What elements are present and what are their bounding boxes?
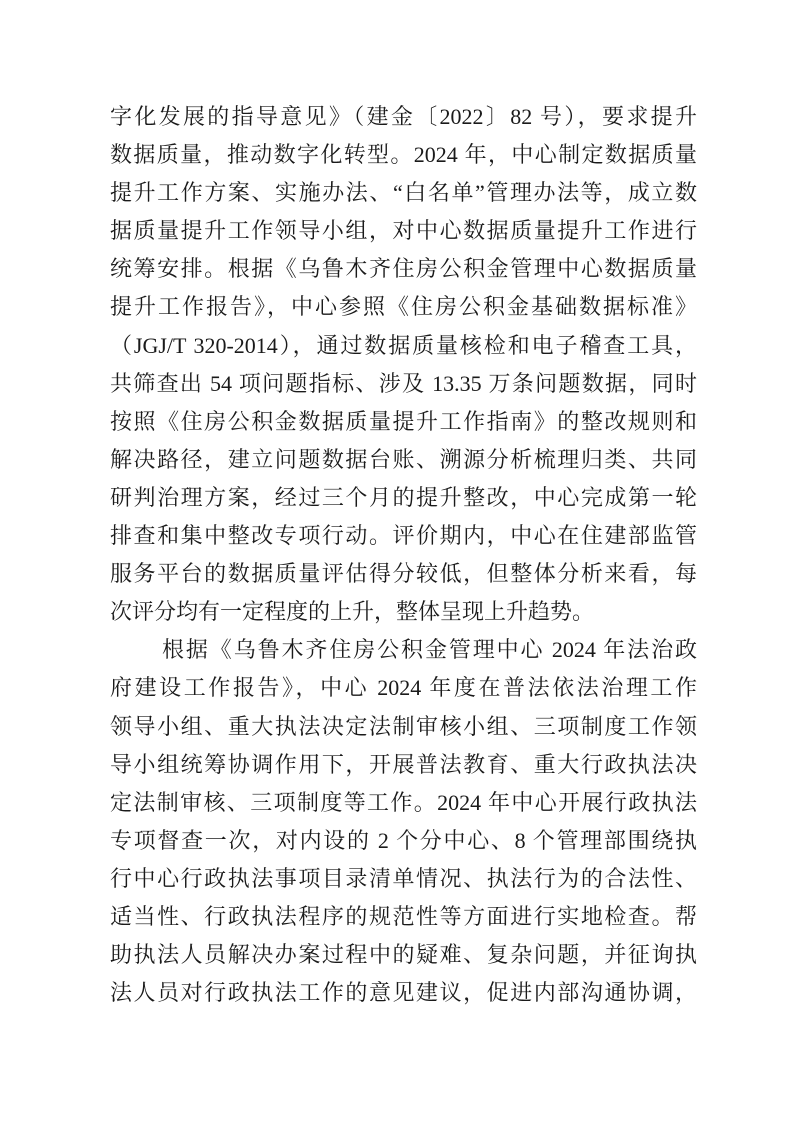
text-line: 统筹安排。根据《乌鲁木齐住房公积金管理中心数据质量 xyxy=(110,256,697,282)
text-line: 定法制审核、三项制度等工作。2024 年中心开展行政执法 xyxy=(110,789,697,815)
text-line: 按照《住房公积金数据质量提升工作指南》的整改规则和 xyxy=(110,408,697,434)
text-line: 领导小组、重大执法决定法制审核小组、三项制度工作领 xyxy=(110,713,697,739)
text-line: 专项督查一次，对内设的 2 个分中心、8 个管理部围绕执 xyxy=(110,827,697,853)
text-line: 府建设工作报告》，中心 2024 年度在普法依法治理工作 xyxy=(110,675,697,701)
text-line: 提升工作报告》，中心参照《住房公积金基础数据标准》 xyxy=(110,294,697,320)
text-line: 次评分均有一定程度的上升，整体呈现上升趋势。 xyxy=(110,599,595,625)
text-line: 适当性、行政执法程序的规范性等方面进行实地检查。帮 xyxy=(110,903,697,929)
text-line: 根据《乌鲁木齐住房公积金管理中心 2024 年法治政 xyxy=(162,637,697,663)
text-line: 服务平台的数据质量评估得分较低，但整体分析来看，每 xyxy=(110,561,697,587)
text-line: 研判治理方案，经过三个月的提升整改，中心完成第一轮 xyxy=(110,484,697,510)
text-line: 据质量提升工作领导小组，对中心数据质量提升工作进行 xyxy=(110,218,697,244)
text-line: （JGJ/T 320-2014），通过数据质量核检和电子稽查工具， xyxy=(110,332,697,358)
text-block xyxy=(110,98,697,1012)
text-line: 助执法人员解决办案过程中的疑难、复杂问题，并征询执 xyxy=(110,942,697,968)
text-line: 解决路径，建立问题数据台账、溯源分析梳理归类、共同 xyxy=(110,446,697,472)
text-line: 数据质量，推动数字化转型。2024 年，中心制定数据质量 xyxy=(110,142,697,168)
text-line: 字化发展的指导意见》（建金〔2022〕82 号），要求提升 xyxy=(110,104,697,129)
text-line: 排查和集中整改专项行动。评价期内，中心在住建部监管 xyxy=(110,523,697,549)
text-line: 行中心行政执法事项目录清单情况、执法行为的合法性、 xyxy=(110,865,697,891)
text-line: 共筛查出 54 项问题指标、涉及 13.35 万条问题数据，同时 xyxy=(110,370,697,396)
text-line: 导小组统筹协调作用下，开展普法教育、重大行政执法决 xyxy=(110,751,697,777)
text-line: 法人员对行政执法工作的意见建议，促进内部沟通协调， xyxy=(110,980,697,1006)
text-line: 提升工作方案、实施办法、“白名单”管理办法等，成立数 xyxy=(110,180,697,206)
